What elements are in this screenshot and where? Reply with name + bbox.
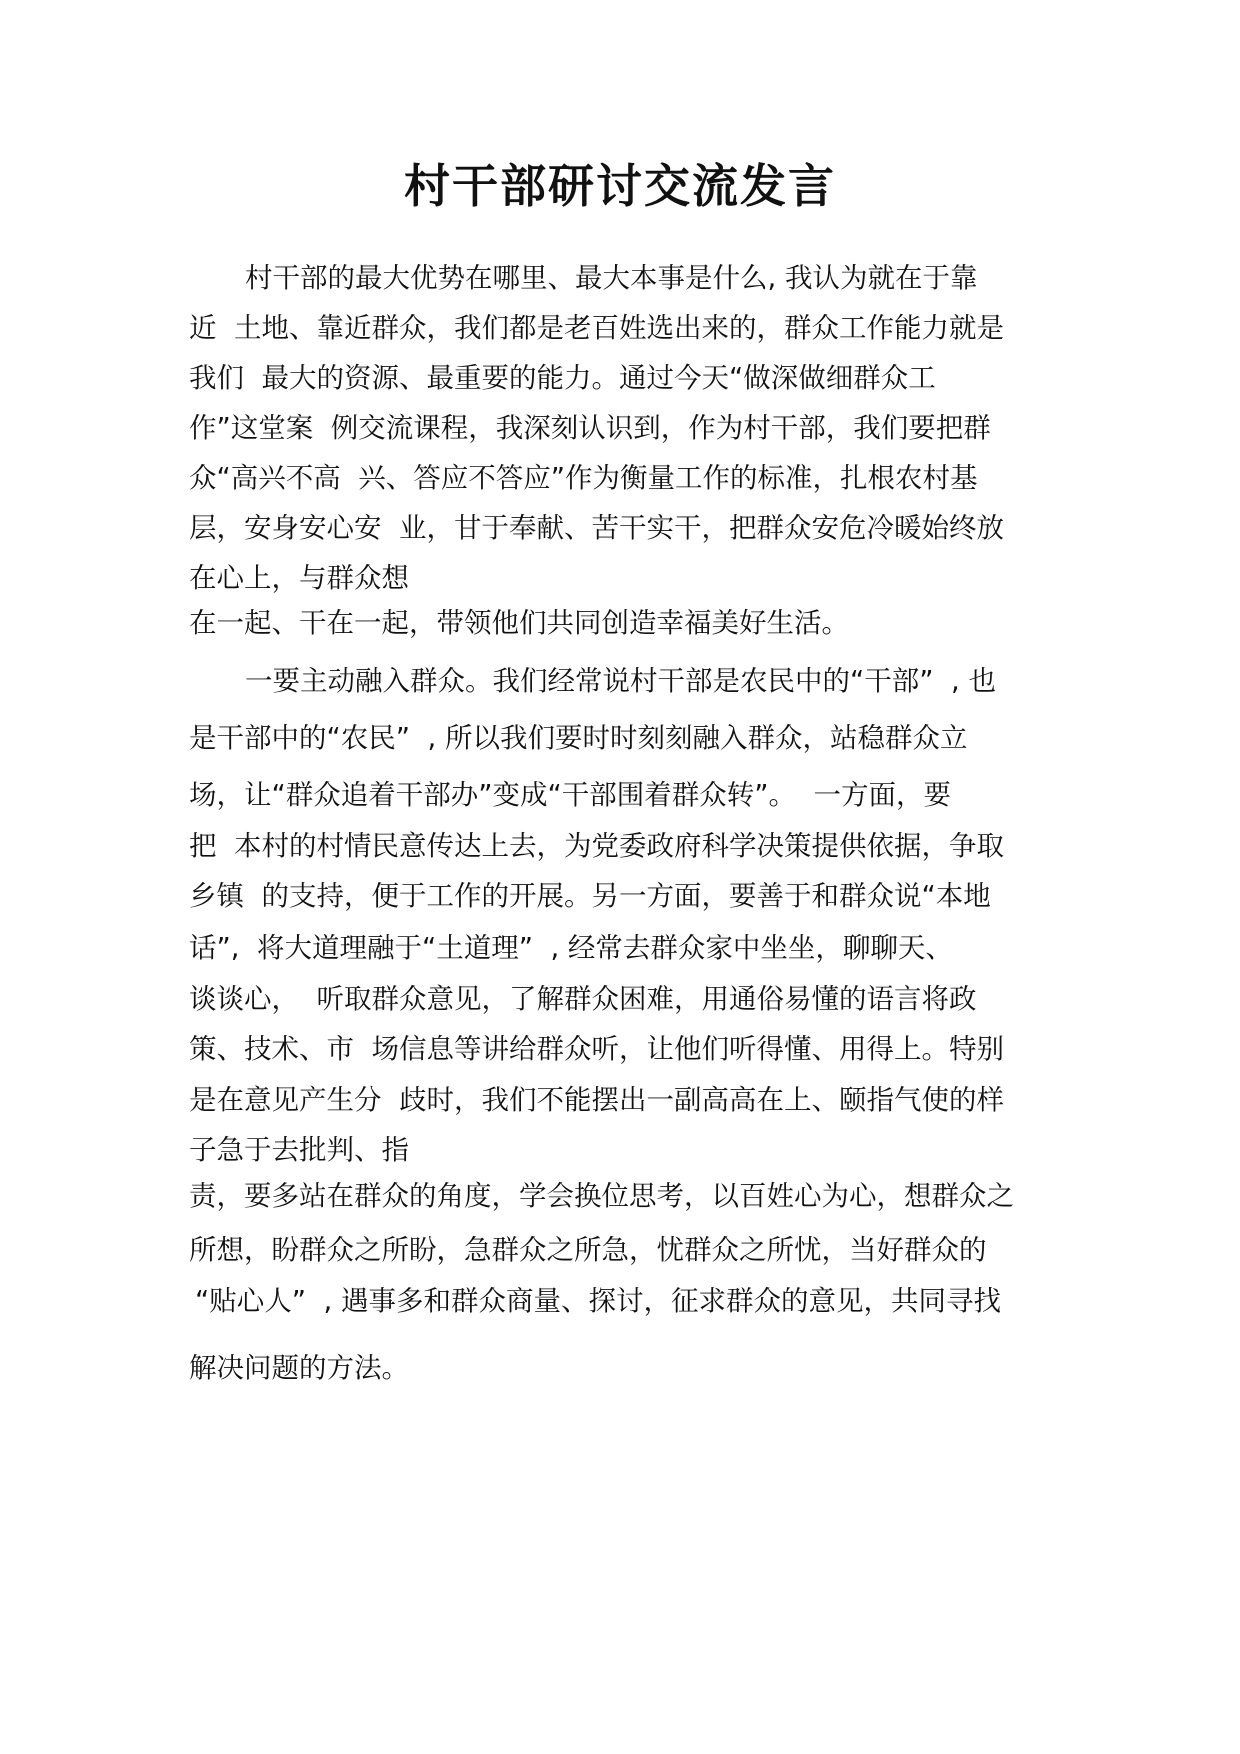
- paragraph-line: 子急于去批判、指: [189, 1134, 409, 1166]
- paragraph-line: 我们 最大的资源、最重要的能力。通过今天“做深做细群众工: [189, 362, 936, 394]
- paragraph-line: 把 本村的村情民意传达上去，为党委政府科学决策提供依据，争取: [189, 830, 1004, 862]
- paragraph-line: 话”, 将大道理融于“土道理” , 经常去群众家中坐坐，聊聊天、: [189, 932, 953, 964]
- paragraph-line: 众“高兴不高 兴、答应不答应”作为衡量工作的标准，扎根农村基: [189, 462, 978, 494]
- paragraph-line: 所想，盼群众之所盼，急群众之所急，忧群众之所忧，当好群众的: [189, 1234, 987, 1266]
- paragraph-line: 解决问题的方法。: [189, 1352, 409, 1384]
- paragraph-line: 一要主动融入群众。我们经常说村干部是农民中的“干部” , 也: [245, 665, 996, 697]
- paragraph-line: 策、技术、市 场信息等讲给群众听，让他们听得懂、用得上。特别: [189, 1033, 1004, 1065]
- paragraph-line: 近 土地、靠近群众，我们都是老百姓选出来的，群众工作能力就是: [189, 312, 1004, 344]
- paragraph-line: 在一起、干在一起，带领他们共同创造幸福美好生活。: [189, 607, 849, 639]
- paragraph-line: 在心上，与群众想: [189, 562, 409, 594]
- paragraph-line: 作”这堂案 例交流课程，我深刻认识到，作为村干部，我们要把群: [189, 412, 991, 444]
- paragraph-line: 是在意见产生分 歧时，我们不能摆出一副高高在上、颐指气使的样: [189, 1084, 1004, 1116]
- paragraph-line: 责，要多站在群众的角度，学会换位思考，以百姓心为心，想群众之: [189, 1180, 1014, 1212]
- paragraph-line: 场，让“群众追着干部办”变成“干部围着群众转”。 一方面，要: [189, 779, 951, 811]
- paragraph-line: “贴心人” , 遇事多和群众商量、探讨，征求群众的意见，共同寻找: [195, 1285, 1001, 1317]
- paragraph-line: 村干部的最大优势在哪里、最大本事是什么, 我认为就在于靠: [245, 262, 978, 294]
- document-title: 村干部研讨交流发言: [404, 159, 836, 213]
- paragraph-line: 是干部中的“农民” , 所以我们要时时刻刻融入群众，站稳群众立: [189, 722, 968, 754]
- paragraph-line: 乡镇 的支持，便于工作的开展。另一方面，要善于和群众说“本地: [189, 880, 991, 912]
- paragraph-line: 层，安身安心安 业，甘于奉献、苦干实干，把群众安危冷暖始终放: [189, 512, 1004, 544]
- paragraph-line: 谈谈心， 听取群众意见，了解群众困难，用通俗易懂的语言将政: [189, 983, 977, 1015]
